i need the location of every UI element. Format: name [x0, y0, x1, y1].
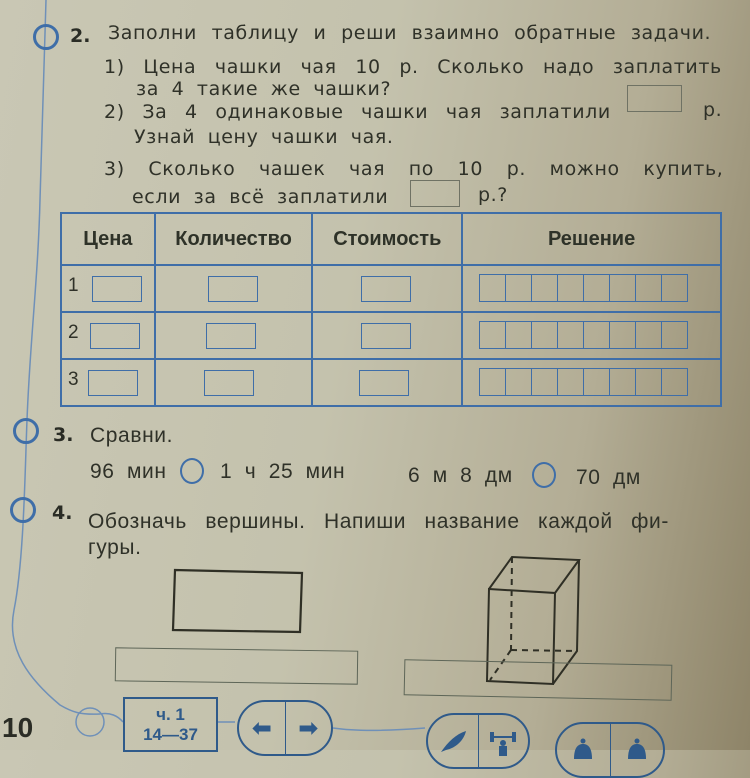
arrow-right-icon: ➡ — [285, 702, 332, 754]
arrow-left-icon: ⬅ — [251, 714, 272, 742]
problem-3-line-2: если за всё заплатили — [132, 186, 389, 208]
header-solution: Решение — [462, 213, 721, 265]
bell-icon — [557, 724, 610, 776]
direction-arrows-badge — [237, 700, 333, 756]
task-4-title-line-1: Обозначь вершины. Напиши название каждой фи- — [88, 510, 669, 533]
difficulty-badge — [426, 713, 530, 769]
task-3-number: 3. — [53, 424, 74, 446]
row-number: 1 — [68, 275, 79, 296]
feather-icon — [428, 715, 478, 767]
header-price: Цена — [61, 213, 155, 265]
problem-3-line-1: 3) Сколько чашек чая по 10 р. можно купить, — [104, 158, 724, 180]
task-4-title-line-2: гуры. — [88, 536, 142, 559]
header-cost: Стоимость — [312, 213, 462, 265]
problem-1-line-1: 1) Цена чашки чая 10 р. Сколько надо заплатить — [104, 56, 722, 78]
header-quantity: Количество — [155, 213, 313, 265]
bell-icon — [610, 724, 664, 776]
cube-name-input[interactable] — [404, 659, 673, 701]
book-ref-part: ч. 1 — [156, 705, 185, 724]
compare-1-right: 1 ч 25 мин — [220, 460, 346, 483]
task-2-title: Заполни таблицу и реши взаимно обратные задачи. — [108, 22, 712, 44]
rectangle-name-input[interactable] — [115, 647, 358, 684]
bells-badge — [555, 722, 665, 778]
weightlifter-icon — [478, 715, 529, 767]
compare-2-left: 6 м 8 дм — [408, 464, 513, 487]
task-3-title: Сравни. — [90, 424, 174, 447]
compare-2-right: 70 дм — [576, 466, 641, 489]
rectangle-figure — [173, 570, 302, 632]
problem-2-line-1: 2) За 4 одинаковые чашки чая заплатили — [104, 101, 611, 123]
page-number: 10 — [2, 712, 34, 743]
problem-1-line-2: за 4 такие же чашки? — [136, 78, 392, 100]
task-4-number: 4. — [52, 502, 73, 524]
compare-1-left: 96 мин — [90, 460, 167, 483]
problem-3-currency: р.? — [478, 184, 508, 206]
book-ref-pages: 14—37 — [143, 725, 198, 744]
task-2-number: 2. — [70, 25, 91, 47]
row-number: 2 — [68, 322, 79, 343]
row-number: 3 — [68, 369, 79, 390]
problem-2-currency: р. — [703, 99, 723, 121]
problem-2-line-2: Узнай цену чашки чая. — [134, 126, 394, 148]
workbook-reference — [123, 697, 218, 752]
